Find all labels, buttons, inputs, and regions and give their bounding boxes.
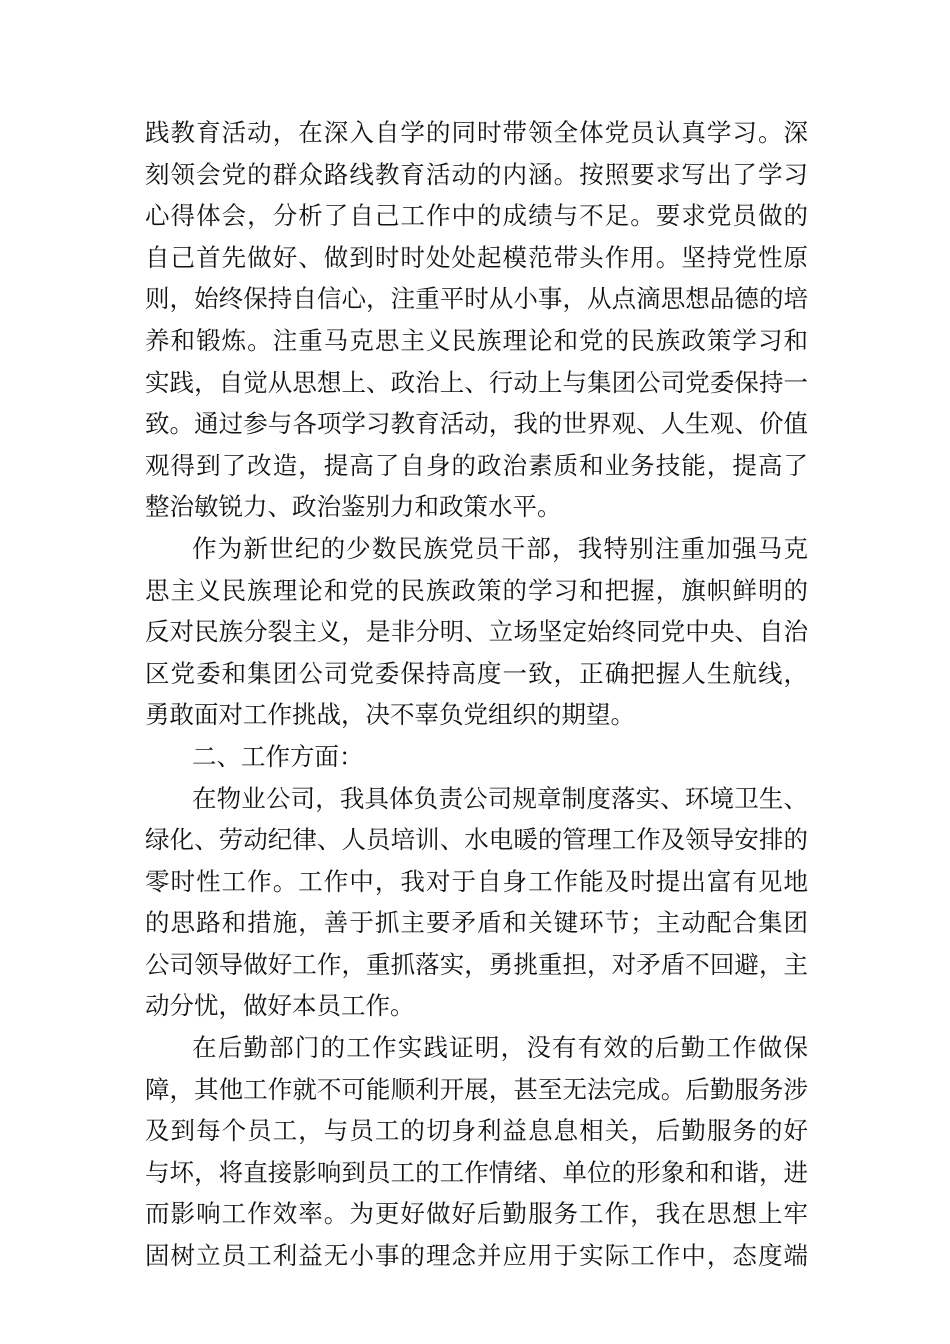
text-line: 动分忧，做好本员工作。 (145, 991, 415, 1021)
text-line: 而影响工作效率。为更好做好后勤服务工作，我在思想上牢 (145, 1199, 808, 1229)
text-line: 的思路和措施，善于抓主要矛盾和关键环节；主动配合集团 (145, 908, 808, 938)
text-line: 自己首先做好、做到时时处处起模范带头作用。坚持党性原 (145, 242, 808, 272)
text-line: 在物业公司，我具体负责公司规章制度落实、环境卫生、 (192, 783, 808, 813)
text-line: 心得体会，分析了自己工作中的成绩与不足。要求党员做的 (145, 201, 808, 231)
text-line: 践教育活动，在深入自学的同时带领全体党员认真学习。深 (145, 118, 808, 147)
section-heading: 二、工作方面： (192, 741, 364, 771)
text-line: 刻领会党的群众路线教育活动的内涵。按照要求写出了学习 (145, 159, 808, 189)
text-line: 作为新世纪的少数民族党员干部，我特别注重加强马克 (192, 533, 808, 563)
text-line: 及到每个员工，与员工的切身利益息息相关，后勤服务的好 (145, 1116, 808, 1146)
text-line: 障，其他工作就不可能顺利开展，甚至无法完成。后勤服务涉 (145, 1074, 808, 1104)
text-line: 致。通过参与各项学习教育活动，我的世界观、人生观、价值 (145, 409, 808, 439)
text-line: 反对民族分裂主义，是非分明、立场坚定始终同党中央、自治 (145, 617, 808, 647)
text-line: 绿化、劳动纪律、人员培训、水电暖的管理工作及领导安排的 (145, 825, 808, 855)
text-line: 思主义民族理论和党的民族政策的学习和把握，旗帜鲜明的 (145, 575, 808, 605)
document-page (145, 112, 808, 1277)
text-line: 则，始终保持自信心，注重平时从小事，从点滴思想品德的培 (145, 284, 808, 314)
text-line: 区党委和集团公司党委保持高度一致，正确把握人生航线， (145, 658, 808, 688)
text-line: 公司领导做好工作，重抓落实，勇挑重担，对矛盾不回避，主 (145, 949, 808, 979)
text-line: 整治敏锐力、政治鉴别力和政策水平。 (145, 492, 562, 522)
text-line: 在后勤部门的工作实践证明，没有有效的后勤工作做保 (192, 1033, 808, 1063)
text-line: 观得到了改造，提高了自身的政治素质和业务技能，提高了 (145, 450, 808, 480)
text-line: 零时性工作。工作中，我对于自身工作能及时提出富有见地 (145, 866, 808, 896)
text-line: 养和锻炼。注重马克思主义民族理论和党的民族政策学习和 (145, 325, 808, 355)
text-line: 与坏，将直接影响到员工的工作情绪、单位的形象和和谐，进 (145, 1157, 808, 1187)
text-line: 固树立员工利益无小事的理念并应用于实际工作中，态度端 (145, 1241, 808, 1271)
text-line: 勇敢面对工作挑战，决不辜负党组织的期望。 (145, 700, 635, 730)
text-line: 实践，自觉从思想上、政治上、行动上与集团公司党委保持一 (145, 367, 808, 397)
